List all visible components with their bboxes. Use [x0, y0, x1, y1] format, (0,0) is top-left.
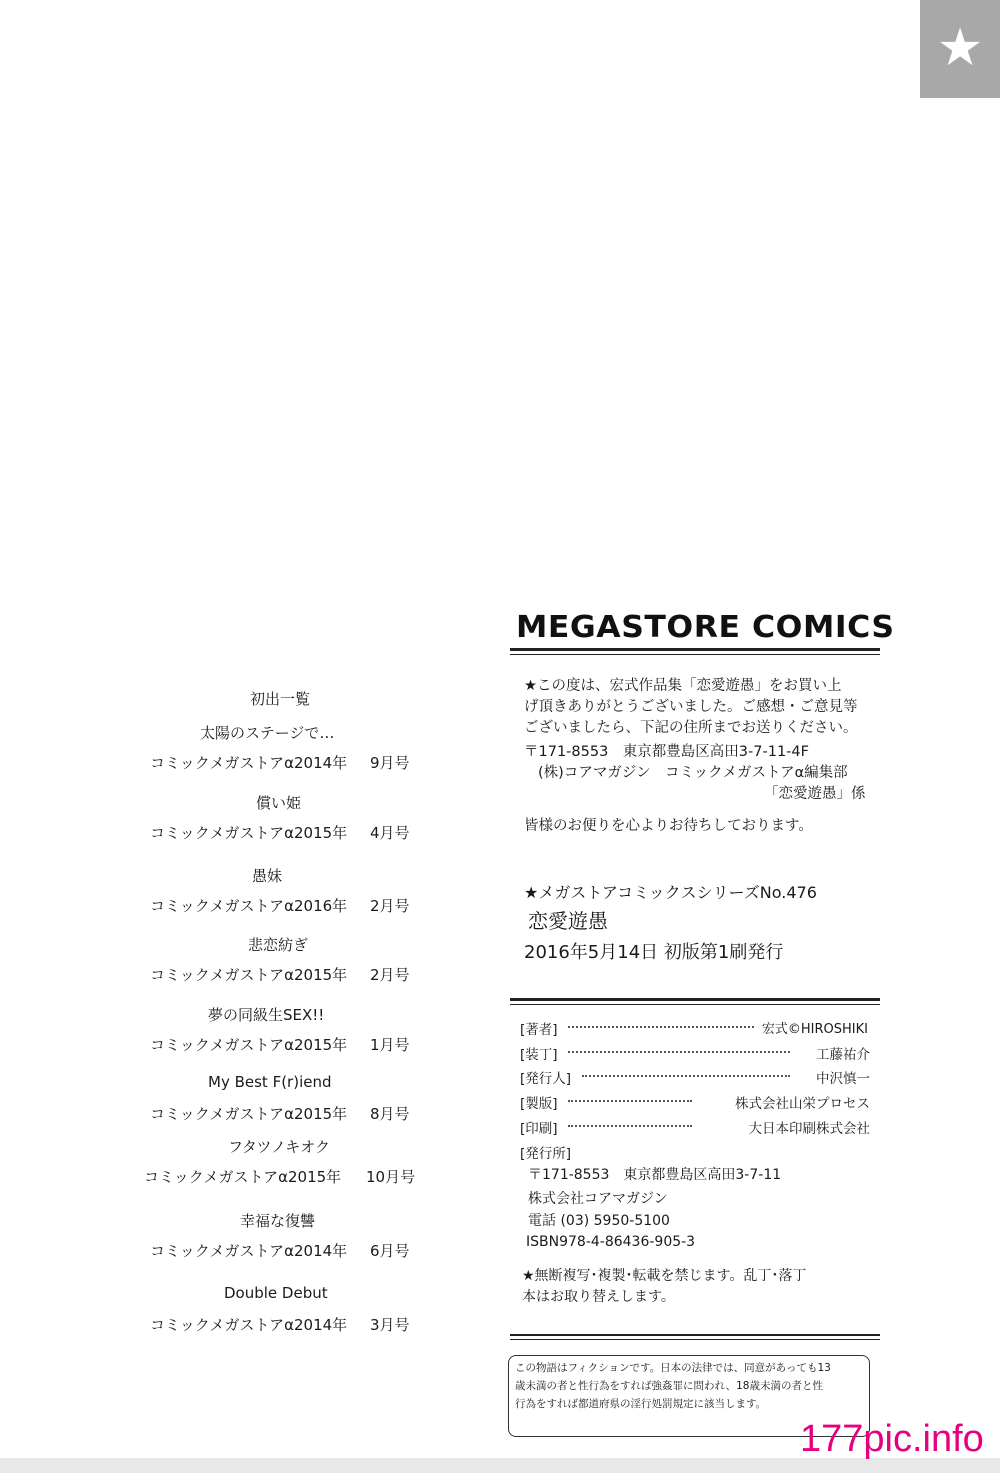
- publisher-key: [発行所]: [520, 1146, 572, 1162]
- credit-key: [製版]: [520, 1096, 558, 1112]
- leader-dots: [568, 1125, 692, 1127]
- work-title: 愚妹: [252, 867, 283, 885]
- work-title: My Best F(r)iend: [208, 1073, 332, 1091]
- closing-line: 皆様のお便りを心よりお待ちしております。: [524, 818, 813, 834]
- credit-row: [520, 1018, 870, 1040]
- list-title: 初出一覧: [250, 690, 311, 708]
- isbn: ISBN978-4-86436-905-3: [526, 1234, 696, 1250]
- watermark: 177pic.info: [800, 1418, 984, 1460]
- credit-key: [装丁]: [520, 1047, 558, 1063]
- disclaimer-line: 行為をすれば都道府県の淫行処罰規定に該当します。: [515, 1398, 767, 1410]
- credit-key: [著者]: [520, 1022, 558, 1038]
- work-title: 悲恋紡ぎ: [248, 936, 309, 954]
- megastore-comics-logo: MEGASTORE COMICS: [516, 610, 895, 645]
- credit-row: [520, 1142, 870, 1164]
- issue-month: 2月号: [370, 966, 410, 984]
- work-title: 夢の同級生SEX!!: [208, 1006, 325, 1024]
- address-block: [524, 742, 866, 805]
- series-number: ★メガストアコミックスシリーズNo.476: [524, 883, 817, 902]
- credit-value: 大日本印刷株式会社: [748, 1121, 870, 1137]
- address-line: 〒171-8553 東京都豊島区高田3-7-11-4F: [524, 744, 809, 760]
- thanks-paragraph: [524, 676, 858, 739]
- credit-row: [520, 1067, 870, 1089]
- magazine: コミックメガストアα2015年: [150, 1105, 348, 1123]
- book-title: 恋愛遊愚: [528, 909, 608, 933]
- list-item: [140, 722, 430, 782]
- credit-value: 宏式©HIROSHIKI: [761, 1022, 868, 1037]
- publisher-phone: 電話 (03) 5950-5100: [528, 1213, 670, 1229]
- issue-month: 3月号: [370, 1316, 410, 1334]
- address-line: 「恋愛遊愚」係: [764, 786, 866, 802]
- credit-key: [印刷]: [520, 1121, 558, 1137]
- work-title: 償い姫: [256, 794, 302, 812]
- work-title: 幸福な復讐: [240, 1212, 316, 1230]
- list-item: [140, 1136, 430, 1196]
- list-item: [140, 1004, 430, 1064]
- notice-line: 本はお取り替えします。: [522, 1289, 675, 1305]
- divider: [510, 1004, 880, 1005]
- disclaimer-line: この物語はフィクションです。日本の法律では、同意があっても13: [515, 1362, 831, 1374]
- magazine: コミックメガストアα2015年: [150, 966, 348, 984]
- divider: [510, 1339, 880, 1340]
- issue-month: 4月号: [370, 824, 410, 842]
- credit-value: 工藤祐介: [816, 1047, 870, 1063]
- magazine: コミックメガストアα2015年: [144, 1168, 342, 1186]
- work-title: Double Debut: [224, 1284, 328, 1302]
- publisher-address: 〒171-8553 東京都豊島区高田3-7-11: [528, 1167, 782, 1183]
- divider: [510, 654, 880, 655]
- thanks-line: ございましたら、下記の住所までお送りください。: [524, 720, 858, 736]
- divider: [510, 1334, 880, 1336]
- issue-month: 9月号: [370, 754, 410, 772]
- issue-month: 6月号: [370, 1242, 410, 1260]
- magazine: コミックメガストアα2014年: [150, 1316, 348, 1334]
- publisher-name: 株式会社コアマガジン: [528, 1191, 668, 1207]
- list-item: [140, 1210, 430, 1270]
- disclaimer-line: 歳未満の者と性行為をすれば強姦罪に問われ、18歳未満の者と性: [515, 1380, 823, 1392]
- thanks-line: ★この度は、宏式作品集「恋愛遊愚」をお買い上: [524, 678, 842, 694]
- credit-value: 株式会社山栄プロセス: [735, 1096, 870, 1112]
- work-title: 太陽のステージで…: [200, 724, 335, 742]
- list-item: [140, 1284, 430, 1344]
- leader-dots: [568, 1026, 754, 1028]
- star-icon: ★: [936, 18, 984, 78]
- issue-month: 1月号: [370, 1036, 410, 1054]
- issue-month: 2月号: [370, 897, 410, 915]
- magazine: コミックメガストアα2015年: [150, 1036, 348, 1054]
- issue-month: 10月号: [366, 1168, 416, 1186]
- magazine: コミックメガストアα2016年: [150, 897, 348, 915]
- list-item: [140, 934, 430, 994]
- list-item: [140, 792, 430, 852]
- leader-dots: [582, 1075, 790, 1077]
- magazine: コミックメガストアα2014年: [150, 1242, 348, 1260]
- magazine: コミックメガストアα2015年: [150, 824, 348, 842]
- address-line: (株)コアマガジン コミックメガストアα編集部: [538, 765, 848, 781]
- thanks-line: げ頂きありがとうございました。ご感想・ご意見等: [524, 699, 858, 715]
- credit-value: 中沢慎一: [816, 1071, 870, 1087]
- divider: [510, 998, 880, 1001]
- magazine: コミックメガストアα2014年: [150, 754, 348, 772]
- issue-month: 8月号: [370, 1105, 410, 1123]
- leader-dots: [568, 1051, 790, 1053]
- credit-row: [520, 1043, 870, 1065]
- leader-dots: [568, 1100, 692, 1102]
- list-item: [140, 865, 430, 925]
- list-item: [140, 1073, 430, 1133]
- credit-row: [520, 1092, 870, 1114]
- copyright-notice: [522, 1266, 806, 1308]
- corner-tab: [920, 0, 1000, 98]
- work-title: フタツノキオク: [228, 1138, 331, 1156]
- credit-row: [520, 1117, 870, 1139]
- divider: [510, 648, 880, 651]
- credit-key: [発行人]: [520, 1071, 572, 1087]
- publication-date: 2016年5月14日 初版第1刷発行: [524, 942, 784, 963]
- notice-line: ★無断複写･複製･転載を禁じます。乱丁･落丁: [522, 1268, 807, 1284]
